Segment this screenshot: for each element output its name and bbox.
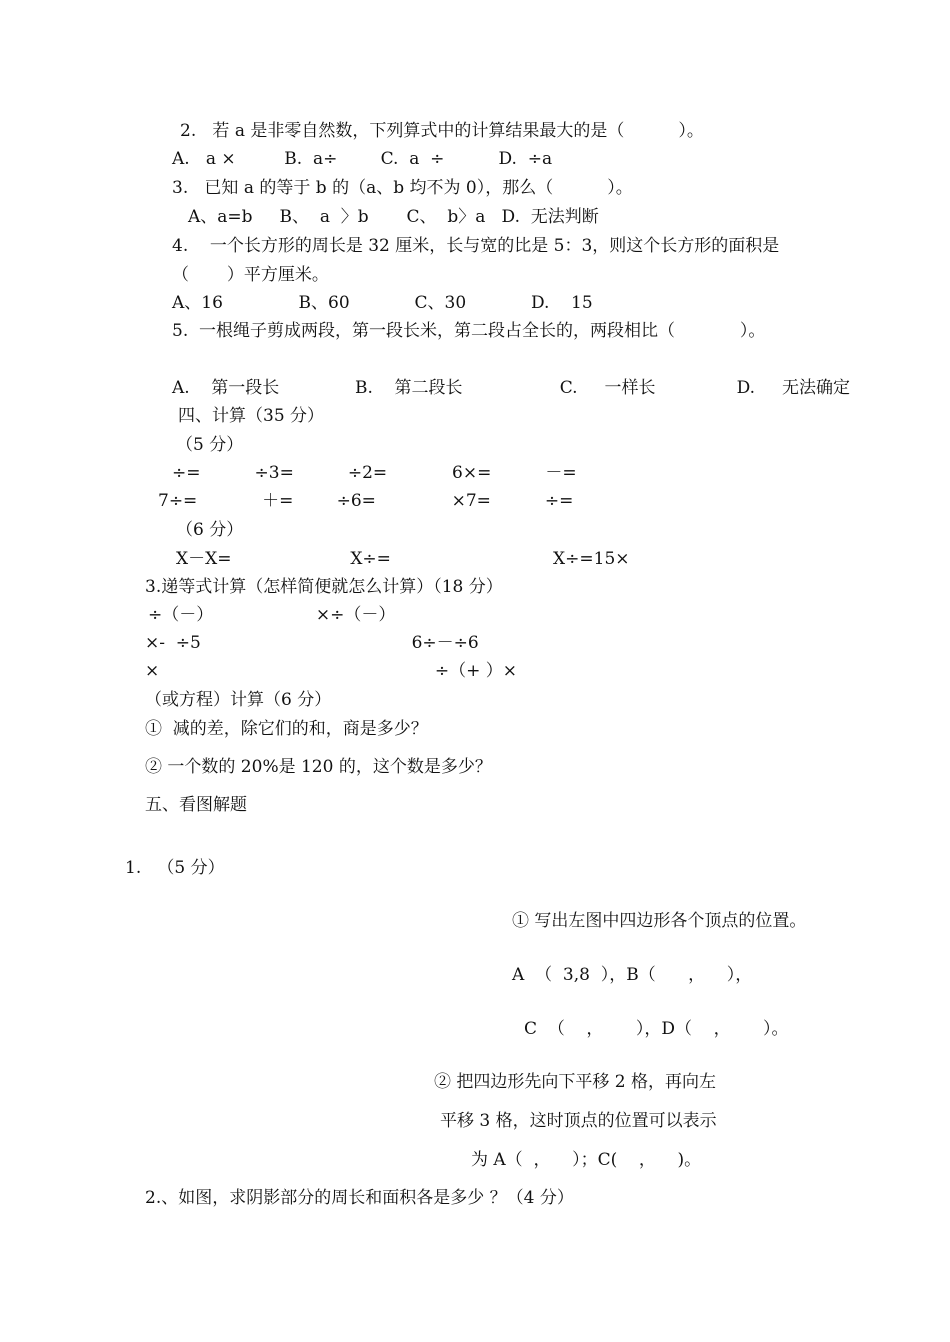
figure-1-translate-3: 为 A（ ， ）；C( ， )。: [471, 1150, 702, 1170]
question-3-options: A、a=b B、 a 〉b C、 b〉a D. 无法判断: [188, 207, 599, 227]
question-5: 5. 一根绳子剪成两段，第一段长米，第二段占全长的，两段相比（ ）。: [172, 321, 766, 341]
figure-1-points-cd: C （ ， ），D（ ， ）。: [524, 1019, 789, 1039]
part-4-heading: （或方程）计算（6 分）: [145, 690, 332, 710]
figure-1-heading: 1. （5 分）: [125, 858, 225, 878]
question-4-continued: （ ）平方厘米。: [172, 265, 329, 285]
figure-1-instruction: ① 写出左图中四边形各个顶点的位置。: [512, 911, 807, 931]
part-1-score: （5 分）: [176, 435, 244, 455]
section-5-heading: 五、看图解题: [145, 795, 247, 815]
part-3-heading: 3.递等式计算（怎样简便就怎么计算）（18 分）: [145, 577, 503, 597]
question-2: 2. 若 a 是非零自然数，下列算式中的计算结果最大的是（ ）。: [180, 121, 704, 141]
part-3-row-2: ×- ÷5 6÷－÷6: [145, 633, 479, 653]
question-4-options: A、16 B、60 C、30 D. 15: [172, 293, 593, 313]
section-4-heading: 四、计算（35 分）: [178, 406, 325, 426]
question-4: 4. 一个长方形的周长是 32 厘米，长与宽的比是 5：3，则这个长方形的面积是: [172, 236, 780, 256]
question-3: 3. 已知 a 的等于 b 的（a、b 均不为 0），那么（ ）。: [172, 178, 633, 198]
equation-row: X－X= X÷= X÷=15×: [176, 549, 630, 569]
part-4-question-a: ① 减的差，除它们的和，商是多少？: [145, 719, 428, 739]
question-2-options: A. a × B. a÷ C. a ÷ D. ÷a: [172, 149, 553, 169]
figure-2-question: 2.、如图，求阴影部分的周长和面积各是多少 ？（4 分）: [145, 1188, 574, 1208]
part-4-question-b: ② 一个数的 20%是 120 的，这个数是多少？: [145, 757, 492, 777]
part-3-row-1: ÷（－） ×÷（－）: [148, 605, 396, 625]
figure-1-translate-1: ② 把四边形先向下平移 2 格，再向左: [434, 1072, 717, 1092]
figure-1-translate-2: 平移 3 格，这时顶点的位置可以表示: [440, 1111, 717, 1131]
figure-1-points-ab: A （ 3,8 ），B（ ， ），: [512, 965, 753, 985]
calc-row-1: ÷= ÷3= ÷2= 6×= －=: [172, 463, 577, 483]
question-5-options: A. 第一段长 B. 第二段长 C. 一样长 D. 无法确定: [172, 378, 851, 398]
part-2-score: （6 分）: [176, 520, 244, 540]
part-3-row-3: × ÷（+ ）×: [145, 661, 517, 681]
calc-row-2: 7÷= ＋= ÷6= ×7= ÷=: [158, 491, 574, 511]
